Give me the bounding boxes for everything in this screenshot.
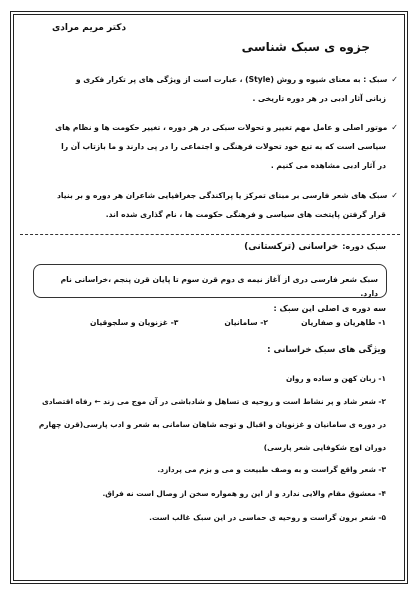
style-period-heading xyxy=(244,242,386,252)
feature-item xyxy=(28,367,386,390)
bullet-style-definition xyxy=(26,70,398,108)
feature-line: دوران اوج شکوفایی شعر پارسی) xyxy=(263,443,386,452)
dashed-divider xyxy=(20,234,400,235)
style-period-name: خراسانی (ترکستانی) xyxy=(244,242,339,252)
check-icon: ✓ xyxy=(391,75,398,84)
period-item: ۱- طاهریان و صفاریان xyxy=(301,318,386,327)
period-item: ۳- غزنویان و سلجوقیان xyxy=(90,318,179,327)
document-title: جزوه ی سبک شناسی xyxy=(241,40,370,54)
feature-item xyxy=(28,390,386,459)
bullet-style-naming xyxy=(26,186,398,224)
features-heading: ویژگی های سبک خراسانی : xyxy=(267,345,386,355)
feature-item xyxy=(28,506,386,529)
periods-heading: سه دوره ی اصلی این سبک : xyxy=(273,304,386,313)
bullet-line: سیاسی است که به تبع خود تحولات فرهنگی و اجتماعی را در پی دارند و ما بازتاب آن را xyxy=(61,142,386,151)
bullet-line: سبک های شعر فارسی بر مبنای تمرکز یا پراکندگی جغرافیایی شاعران هر دوره و بر بنیاد xyxy=(57,191,388,200)
bullet-line: موتور اصلی و عامل مهم تغییر و تحولات سبکی در هر دوره ، تغییر حکومت ها و نظام های xyxy=(55,123,388,132)
feature-item xyxy=(28,482,386,505)
bullet-line: سبک : به معنای شیوه و روش (Style) ، عبارت است از ویژگی های پر تکرار فکری و xyxy=(75,75,388,84)
feature-line: ۲- شعر شاد و پر نشاط است و روحیه ی تساهل و شادباشی در آن موج می زند ← رفاه اقتصادی xyxy=(41,397,386,406)
bullet-line: زبانی آثار ادبی در هر دوره تاریخی . xyxy=(252,94,386,103)
bullet-line: در آثار ادبی مشاهده می کنیم . xyxy=(270,161,386,170)
feature-item xyxy=(28,458,386,481)
feature-line: در دوره ی سامانیان و غزنویان و اقبال و توجه شاهان سامانی به شعر و ادب پارسی(قرن چهارم xyxy=(38,420,386,429)
periods-list xyxy=(34,318,386,334)
definition-box: سبک شعر فارسی دری از آغاز نیمه ی دوم قرن سوم تا پایان قرن پنجم ،خراسانی نام دارد. xyxy=(33,264,387,298)
check-icon: ✓ xyxy=(391,123,398,132)
bullet-style-change-factor xyxy=(26,118,398,175)
feature-line: ۱- زبان کهن و ساده و روان xyxy=(285,374,386,383)
author-name: دکتر مریم مرادی xyxy=(52,23,127,33)
period-item: ۲- سامانیان xyxy=(224,318,268,327)
check-icon: ✓ xyxy=(391,191,398,200)
feature-line: ۴- معشوق مقام والایی ندارد و از این رو همواره سخن از وصال است نه فراق. xyxy=(102,489,386,498)
bullet-line: قرار گرفتن پایتخت های سیاسی و فرهنگی حکومت ها ، نام گذاری شده اند. xyxy=(105,210,386,219)
feature-line: ۳- شعر واقع گراست و به وصف طبیعت و می و بزم می پردازد. xyxy=(157,465,386,474)
feature-line: ۵- شعر برون گراست و روحیه ی حماسی در این سبک غالب است. xyxy=(149,513,386,522)
style-period-label: سبک دوره: xyxy=(342,242,386,251)
